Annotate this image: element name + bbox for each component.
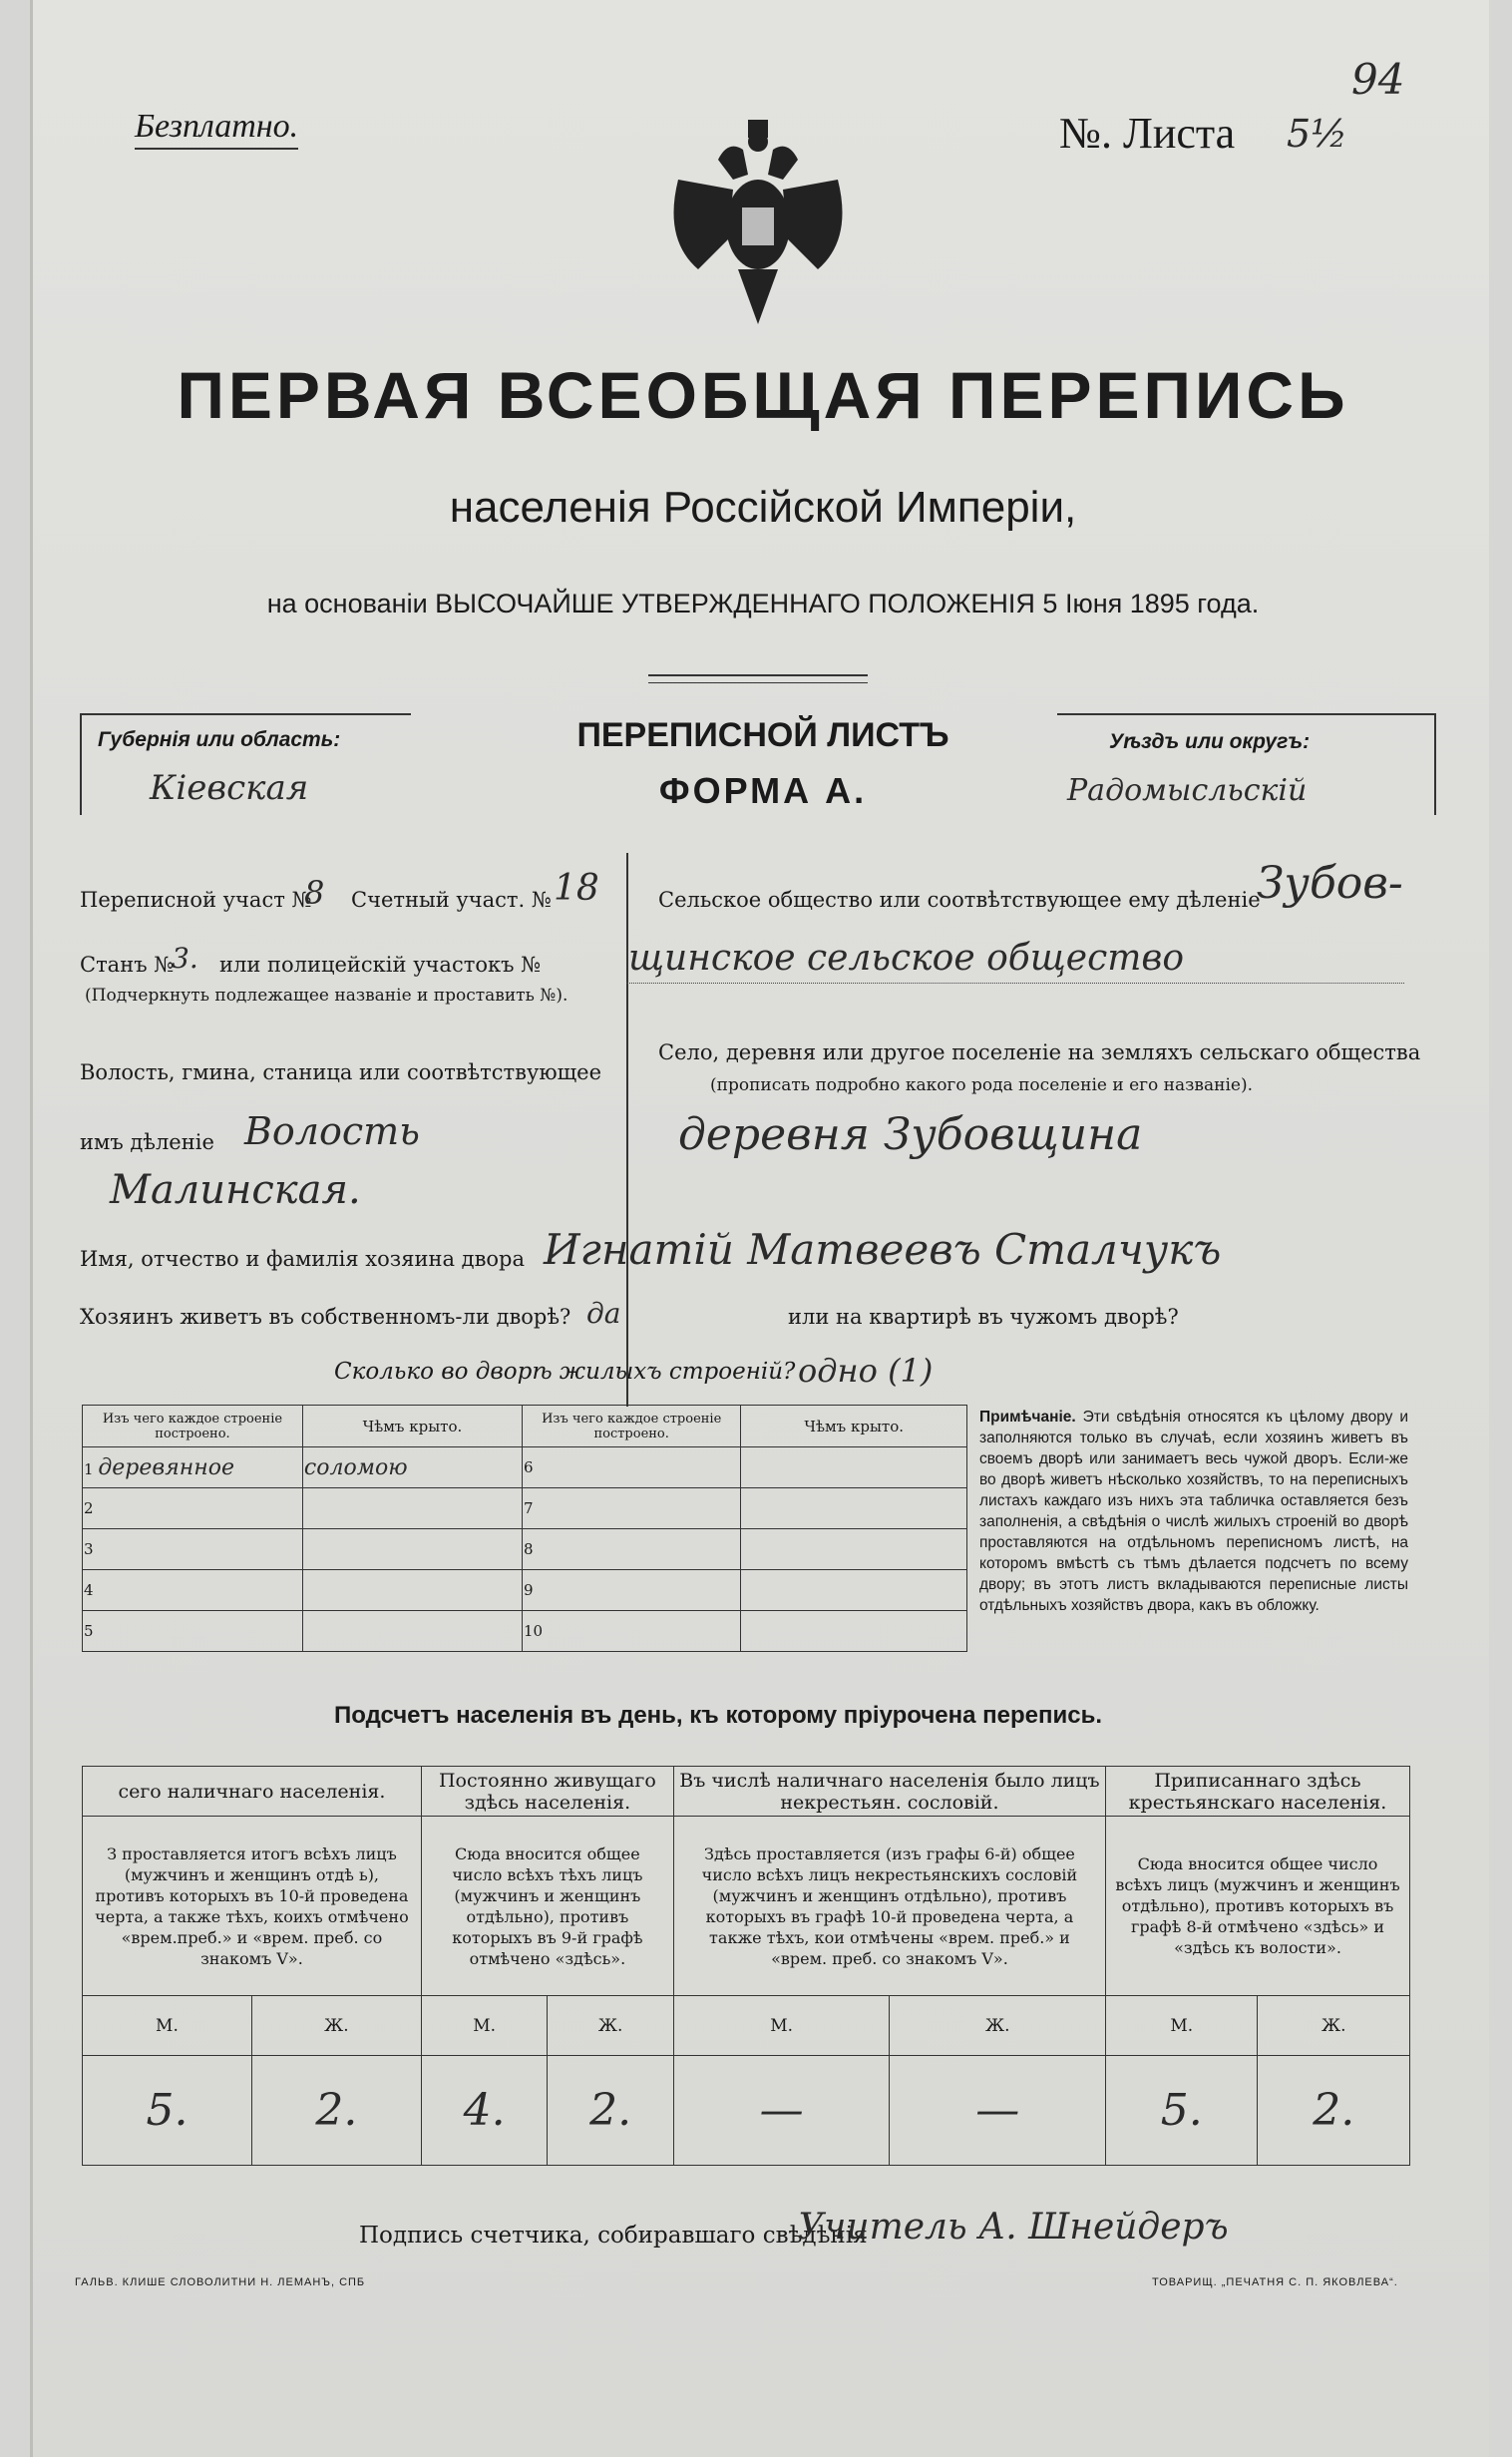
owner-label: Имя, отчество и фамилія хозяина двора bbox=[80, 1247, 526, 1271]
free-label: Безплатно. bbox=[135, 108, 298, 150]
empty-cell bbox=[302, 1529, 522, 1570]
row-number: 2 bbox=[83, 1488, 303, 1529]
legal-basis: на основаніи ВЫСОЧАЙШЕ УТВЕРЖДЕННАГО ПОЛОЖЕНІЯ 5 Іюня 1895 года. bbox=[266, 589, 1260, 618]
village-label: Село, деревня или другое поселеніе на земляхъ сельскаго общества bbox=[658, 1040, 1421, 1064]
count-values-row bbox=[83, 2056, 1410, 2166]
registered-female-value: 2. bbox=[1258, 2056, 1410, 2166]
col-roof-head-2: Чѣмъ крыто. bbox=[741, 1406, 967, 1447]
group-desc-total: З проставляется итогъ всѣхъ лицъ (мужчинъ и женщинъ отдѣ ь), противъ которыхъ въ 10-й проведена черта, а также тѣхъ, коихъ отмѣчено «врем.преб.» и «врем. преб. со знакомъ V». bbox=[83, 1817, 422, 1996]
note-head: Примѣчаніе. bbox=[979, 1409, 1076, 1426]
group-head-registered: Приписаннаго здѣсь крестьянскаго населенія. bbox=[1106, 1767, 1410, 1817]
owner-value: Игнатій Матвеевъ Сталчукъ bbox=[544, 1225, 1222, 1274]
group-desc-permanent: Сюда вносится общее число всѣхъ тѣхъ лицъ (мужчинъ и женщинъ отдѣльно), противъ которыхъ въ 9-й графѣ отмѣчено «здѣсь». bbox=[421, 1817, 673, 1996]
group-desc-nonpeasant: Здѣсь проставляется (изъ графы 6-й) общее число всѣхъ лицъ некрестьянскихъ сословій (мужчинъ и женщинъ отдѣльно), противъ которыхъ въ графѣ 10-й проведена черта, а также тѣхъ, кои отмѣчены «врем. преб.» и «врем. преб. со знакомъ V». bbox=[673, 1817, 1105, 1996]
row-number: 10 bbox=[522, 1611, 740, 1652]
col-material-head-2: Изъ чего каждое строеніе построено. bbox=[522, 1406, 740, 1447]
volost-label-2: имъ дѣленіе bbox=[80, 1130, 214, 1154]
volost-value: Волость bbox=[244, 1109, 420, 1153]
district-label: Уѣздъ или округъ: bbox=[1109, 730, 1311, 753]
own-yard-value: да bbox=[586, 1297, 621, 1330]
population-count-table bbox=[82, 1766, 1410, 2166]
society-value: Зубов- bbox=[1257, 858, 1403, 909]
table-row bbox=[83, 1611, 967, 1652]
count-title: Подсчетъ населенія въ день, къ которому пріурочена перепись. bbox=[334, 1702, 1102, 1729]
row-number: 6 bbox=[522, 1447, 740, 1488]
row-number: 1 bbox=[84, 1459, 94, 1478]
group-head-nonpeasant: Въ числѣ наличнаго населенія было лицъ некрестьян. сословій. bbox=[673, 1767, 1105, 1817]
note-block bbox=[979, 1407, 1408, 1616]
col-female: Ж. bbox=[1258, 1996, 1410, 2056]
buildings-value: одно (1) bbox=[798, 1352, 934, 1390]
footer-left: ГАЛЬВ. КЛИШЕ СЛОВОЛИТНИ Н. ЛЕМАНЪ, СПБ bbox=[75, 2276, 366, 2288]
registered-male-value: 5. bbox=[1106, 2056, 1258, 2166]
province-label: Губернія или область: bbox=[98, 728, 341, 751]
footer-right: ТОВАРИЩ. „ПЕЧАТНЯ С. П. ЯКОВЛЕВА“. bbox=[1152, 2276, 1398, 2288]
col-male: М. bbox=[83, 1996, 252, 2056]
empty-cell bbox=[302, 1488, 522, 1529]
police-district-label: или полицейскій участокъ № bbox=[219, 953, 542, 977]
table-row bbox=[83, 1447, 967, 1488]
sheet-number-label: №. Листа bbox=[1059, 109, 1236, 158]
empty-cell bbox=[741, 1611, 967, 1652]
page-number: 94 bbox=[1351, 55, 1405, 104]
col-female: Ж. bbox=[890, 1996, 1106, 2056]
empty-cell bbox=[302, 1570, 522, 1611]
society-underline bbox=[626, 983, 1404, 984]
society-value-2: щинское сельское общество bbox=[628, 938, 1184, 979]
group-head-permanent: Постоянно живущаго здѣсь населенія. bbox=[421, 1767, 673, 1817]
volost-label: Волость, гмина, станица или соотвѣтствующее bbox=[80, 1060, 602, 1084]
col-material-head: Изъ чего каждое строеніе построено. bbox=[83, 1406, 303, 1447]
signature-label: Подпись счетчика, собиравшаго свѣдѣнія bbox=[359, 2223, 868, 2249]
buildings-table bbox=[82, 1405, 967, 1652]
group-desc-registered: Сюда вносится общее число всѣхъ лицъ (мужчинъ и женщинъ отдѣльно), противъ которыхъ въ графѣ 8-й отмѣчено «здѣсь» и «здѣсь къ волости». bbox=[1106, 1817, 1410, 1996]
row-number: 5 bbox=[83, 1611, 303, 1652]
census-area-label: Переписной участ № bbox=[80, 888, 312, 912]
own-yard-label: Хозяинъ живетъ въ собственномъ-ли дворѣ? bbox=[80, 1305, 571, 1329]
row-number: 7 bbox=[522, 1488, 740, 1529]
col-male: М. bbox=[1106, 1996, 1258, 2056]
row-number: 4 bbox=[83, 1570, 303, 1611]
district-value: Радомысльскій bbox=[1067, 773, 1308, 808]
stan-note: (Подчеркнуть подлежащее названіе и проставить №). bbox=[85, 986, 568, 1006]
table-row bbox=[83, 1488, 967, 1529]
rented-yard-label: или на квартирѣ въ чужомъ дворѣ? bbox=[788, 1305, 1179, 1329]
row-number: 3 bbox=[83, 1529, 303, 1570]
stan-label: Станъ № bbox=[80, 953, 175, 977]
group-head-total: сего наличнаго населенія. bbox=[83, 1767, 422, 1817]
main-subtitle: населенія Россійской Имперіи, bbox=[449, 483, 1077, 532]
volost-value-2: Малинская. bbox=[110, 1167, 361, 1213]
form-subtitle: ФОРМА А. bbox=[658, 770, 868, 811]
total-male-value: 5. bbox=[83, 2056, 252, 2166]
form-title: ПЕРЕПИСНОЙ ЛИСТЪ bbox=[576, 716, 949, 754]
table-row bbox=[83, 1570, 967, 1611]
main-title: ПЕРВАЯ ВСЕОБЩАЯ ПЕРЕПИСЬ bbox=[177, 358, 1349, 432]
empty-cell bbox=[302, 1611, 522, 1652]
count-area-value: 18 bbox=[554, 868, 599, 909]
row-number: 9 bbox=[522, 1570, 740, 1611]
census-area-value: 8 bbox=[304, 874, 325, 912]
empty-cell bbox=[741, 1488, 967, 1529]
nonpeasant-female-value: — bbox=[890, 2056, 1106, 2166]
buildings-label: Сколько во дворѣ жилыхъ строеній? bbox=[334, 1359, 796, 1385]
empty-cell bbox=[741, 1447, 967, 1488]
col-male: М. bbox=[673, 1996, 890, 2056]
empty-cell bbox=[741, 1529, 967, 1570]
stan-value: 3. bbox=[172, 942, 198, 975]
col-male: М. bbox=[421, 1996, 547, 2056]
col-roof-head: Чѣмъ крыто. bbox=[302, 1406, 522, 1447]
double-headed-eagle-icon bbox=[658, 120, 858, 329]
table-row bbox=[83, 1529, 967, 1570]
col-female: Ж. bbox=[548, 1996, 674, 2056]
column-divider bbox=[626, 853, 628, 1407]
count-area-label: Счетный участ. № bbox=[351, 888, 552, 912]
row-number: 8 bbox=[522, 1529, 740, 1570]
permanent-male-value: 4. bbox=[421, 2056, 547, 2166]
signature-value: Учитель А. Шнейдеръ bbox=[798, 2207, 1229, 2248]
col-female: Ж. bbox=[251, 1996, 421, 2056]
total-female-value: 2. bbox=[251, 2056, 421, 2166]
material-value: деревянное bbox=[98, 1454, 235, 1480]
village-value: деревня Зубовщина bbox=[678, 1109, 1143, 1160]
roof-value: соломою bbox=[302, 1447, 522, 1488]
sheet-number-value: 5½ bbox=[1287, 112, 1348, 156]
village-note: (прописать подробно какого рода поселеніе и его названіе). bbox=[710, 1075, 1253, 1095]
permanent-female-value: 2. bbox=[548, 2056, 674, 2166]
empty-cell bbox=[741, 1570, 967, 1611]
society-label: Сельское общество или соотвѣтствующее ему дѣленіе bbox=[658, 888, 1261, 912]
nonpeasant-male-value: — bbox=[673, 2056, 890, 2166]
province-value: Кіевская bbox=[150, 768, 309, 808]
ornament-divider bbox=[648, 674, 868, 683]
note-text: Эти свѣдѣнія относятся къ цѣлому двору и заполняются только въ случаѣ, если хозяинъ живетъ въ своемъ дворѣ или занимаетъ весь чужой дворъ. Если-же во дворѣ живетъ нѣсколько хозяйствъ, то на переписныхъ листахъ каждаго изъ нихъ эта табличка оставляется безъ заполненія, а свѣдѣнія о числѣ жилыхъ строеній во дворѣ проставляются на отдѣльномъ переписномъ листѣ, на которомъ вмѣстѣ съ тѣмъ дѣлается подсчетъ по всему двору; въ этотъ листъ вкладываются переписные листы отдѣльныхъ хозяйствъ двора, какъ въ обложку. bbox=[979, 1409, 1408, 1614]
